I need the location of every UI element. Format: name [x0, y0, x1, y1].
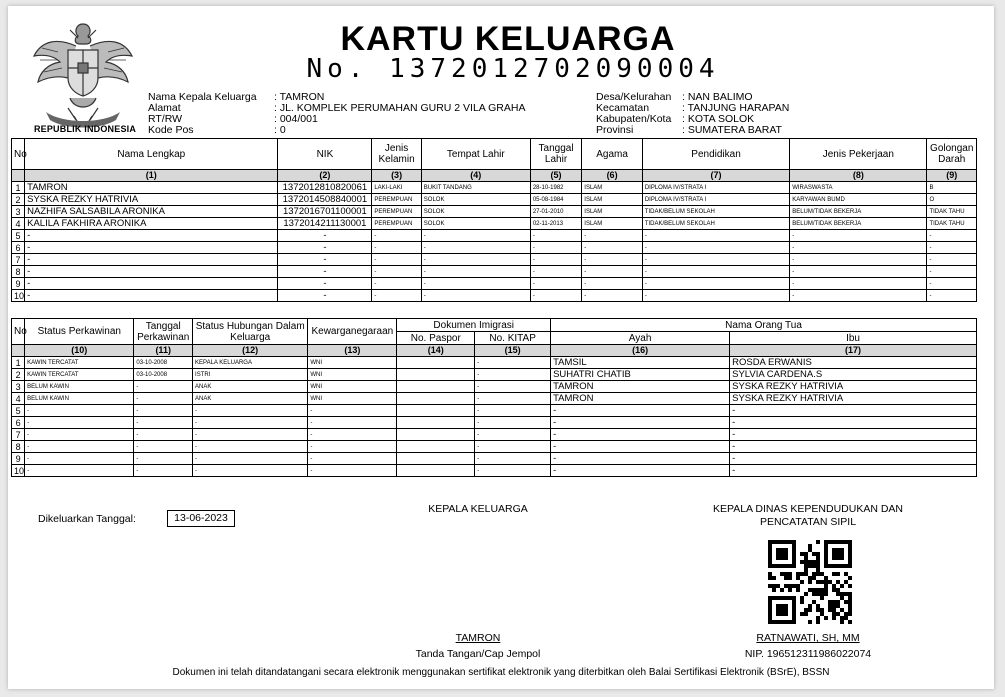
member-cell: -	[278, 290, 372, 302]
status-cell: -	[475, 465, 551, 477]
member-cell: 1372014508840001	[278, 194, 372, 206]
member-cell: -	[790, 290, 927, 302]
issued-label: Dikeluarkan Tanggal:	[38, 513, 136, 525]
status-row	[12, 405, 977, 417]
status-cell: ISTRI	[193, 369, 308, 381]
status-row	[12, 429, 977, 441]
member-cell: -	[25, 266, 278, 278]
meta-value: : KOTA SOLOK	[682, 113, 755, 125]
status-cell	[397, 453, 475, 465]
member-cell: -	[582, 242, 643, 254]
head-signature-caption: Tanda Tangan/Cap Jempol	[415, 648, 541, 660]
member-cell: O	[927, 194, 977, 206]
status-cell: -	[134, 405, 193, 417]
status-cell: 3	[12, 381, 25, 393]
meta-label: Kode Pos	[148, 124, 194, 136]
member-cell: -	[790, 254, 927, 266]
member-cell: -	[927, 278, 977, 290]
member-cell: -	[25, 230, 278, 242]
col-header: Tanggal Perkawinan	[134, 319, 193, 345]
col-number: (9)	[927, 170, 977, 182]
member-cell: 05-08-1984	[530, 194, 581, 206]
status-cell: -	[134, 393, 193, 405]
member-cell: -	[642, 290, 789, 302]
member-cell: -	[278, 230, 372, 242]
member-cell: DIPLOMA IV/STRATA I	[642, 182, 789, 194]
status-cell: -	[551, 441, 730, 453]
member-row	[12, 230, 977, 242]
member-cell: -	[530, 266, 581, 278]
member-cell: -	[530, 242, 581, 254]
member-cell: BUKIT TANDANG	[421, 182, 530, 194]
col-number: (11)	[134, 345, 193, 357]
official-nip: NIP. 196512311986022074	[744, 648, 872, 660]
status-row	[12, 369, 977, 381]
member-cell: SOLOK	[421, 194, 530, 206]
status-cell: 2	[12, 369, 25, 381]
status-cell: KAWIN TERCATAT	[25, 357, 134, 369]
member-cell: -	[790, 242, 927, 254]
member-row	[12, 278, 977, 290]
status-cell: -	[134, 417, 193, 429]
status-cell: -	[551, 465, 730, 477]
col-number: (5)	[530, 170, 581, 182]
member-cell: 1	[12, 182, 25, 194]
col-number: (6)	[582, 170, 643, 182]
status-cell: -	[475, 369, 551, 381]
official-title-line2: PENCATATAN SIPIL	[759, 516, 857, 528]
member-cell: TAMRON	[25, 182, 278, 194]
status-cell: -	[551, 417, 730, 429]
emblem-caption: REPUBLIK INDONESIA	[33, 124, 137, 134]
meta-label: Kecamatan	[596, 102, 650, 114]
status-cell: BELUM KAWIN	[25, 381, 134, 393]
member-row	[12, 290, 977, 302]
meta-label: Alamat	[148, 102, 181, 114]
member-cell: -	[372, 230, 421, 242]
member-cell: -	[582, 266, 643, 278]
member-cell: -	[790, 278, 927, 290]
col-header: Dokumen Imigrasi	[397, 319, 551, 332]
status-row	[12, 393, 977, 405]
status-cell: -	[193, 405, 308, 417]
issued-date: 13-06-2023	[167, 510, 235, 527]
status-cell: -	[134, 381, 193, 393]
status-cell: -	[475, 417, 551, 429]
member-cell: ISLAM	[582, 206, 643, 218]
status-cell: -	[308, 429, 397, 441]
member-cell: -	[278, 266, 372, 278]
member-cell: -	[25, 278, 278, 290]
status-cell: 5	[12, 405, 25, 417]
official-name: RATNAWATI, SH, MM	[756, 632, 860, 644]
member-cell: -	[25, 290, 278, 302]
member-cell: -	[25, 242, 278, 254]
status-cell: -	[551, 453, 730, 465]
col-header: No	[12, 319, 25, 345]
member-cell: -	[582, 290, 643, 302]
status-cell	[397, 357, 475, 369]
col-header: No. Paspor	[397, 332, 475, 345]
member-cell: -	[582, 230, 643, 242]
member-cell: LAKI-LAKI	[372, 182, 421, 194]
member-cell: TIDAK TAHU	[927, 218, 977, 230]
status-cell: ANAK	[193, 381, 308, 393]
member-cell: NAZHIFA SALSABILA ARONIKA	[25, 206, 278, 218]
meta-value: : 0	[274, 124, 286, 136]
member-cell: 3	[12, 206, 25, 218]
meta-label: Kabupaten/Kota	[596, 113, 672, 125]
member-cell: 02-11-2013	[530, 218, 581, 230]
status-cell	[397, 465, 475, 477]
status-cell: WNI	[308, 357, 397, 369]
status-cell: -	[193, 465, 308, 477]
card-number-value: 1372012702090004	[389, 54, 720, 84]
member-cell: -	[421, 254, 530, 266]
status-cell: -	[193, 453, 308, 465]
status-cell: ROSDA ERWANIS	[730, 357, 977, 369]
member-cell: WIRASWASTA	[790, 182, 927, 194]
status-cell: SYLVIA CARDENA.S	[730, 369, 977, 381]
col-number: (1)	[25, 170, 278, 182]
status-cell: SYSKA REZKY HATRIVIA	[730, 381, 977, 393]
col-header: Status Perkawinan	[25, 319, 134, 345]
status-cell: TAMRON	[551, 393, 730, 405]
status-cell	[397, 381, 475, 393]
status-cell: -	[25, 405, 134, 417]
status-row	[12, 381, 977, 393]
col-header: Tempat Lahir	[421, 139, 530, 170]
status-cell: -	[551, 429, 730, 441]
member-cell: PEREMPUAN	[372, 194, 421, 206]
status-cell: -	[308, 465, 397, 477]
member-cell: -	[372, 266, 421, 278]
col-number: (14)	[397, 345, 475, 357]
member-row	[12, 218, 977, 230]
col-number: (8)	[790, 170, 927, 182]
head-signature-name: TAMRON	[455, 632, 501, 644]
meta-value: : 004/001	[274, 113, 318, 125]
member-cell: TIDAK TAHU	[927, 206, 977, 218]
status-row	[12, 417, 977, 429]
member-cell: 5	[12, 230, 25, 242]
member-cell: 10	[12, 290, 25, 302]
member-cell: ISLAM	[582, 218, 643, 230]
member-cell: -	[927, 266, 977, 278]
official-title-line1: KEPALA DINAS KEPENDUDUKAN DAN	[712, 503, 904, 515]
status-cell: -	[193, 417, 308, 429]
status-row	[12, 453, 977, 465]
electronic-signature-disclaimer: Dokumen ini telah ditandatangani secara elektronik menggunakan sertifikat elektronik yang diterbitkan oleh Balai Sertifikasi Elektronik (BSrE), BSSN	[172, 667, 830, 678]
member-cell: -	[927, 242, 977, 254]
col-number: (15)	[475, 345, 551, 357]
status-cell: 9	[12, 453, 25, 465]
status-cell: 4	[12, 393, 25, 405]
member-cell: BELUM/TIDAK BEKERJA	[790, 206, 927, 218]
col-number: (4)	[421, 170, 530, 182]
status-cell: KEPALA KELUARGA	[193, 357, 308, 369]
member-row	[12, 242, 977, 254]
status-cell: KAWIN TERCATAT	[25, 369, 134, 381]
col-header: Kewarganegaraan	[308, 319, 397, 345]
status-cell: 1	[12, 357, 25, 369]
status-row	[12, 465, 977, 477]
member-cell: 2	[12, 194, 25, 206]
member-cell: TIDAK/BELUM SEKOLAH	[642, 218, 789, 230]
status-cell: -	[730, 453, 977, 465]
status-cell: -	[25, 417, 134, 429]
member-cell: -	[927, 290, 977, 302]
member-cell: KARYAWAN BUMD	[790, 194, 927, 206]
status-cell: -	[308, 453, 397, 465]
family-card-document	[8, 6, 994, 689]
member-cell: -	[642, 278, 789, 290]
member-row	[12, 194, 977, 206]
member-cell: SYSKA REZKY HATRIVIA	[25, 194, 278, 206]
status-cell: -	[134, 453, 193, 465]
card-number	[278, 54, 748, 84]
status-cell: -	[25, 453, 134, 465]
status-cell: -	[730, 405, 977, 417]
status-cell: -	[475, 405, 551, 417]
member-row	[12, 266, 977, 278]
status-cell: -	[134, 441, 193, 453]
card-number-prefix: No.	[306, 54, 369, 84]
status-cell	[397, 429, 475, 441]
meta-value: : TANJUNG HARAPAN	[682, 102, 790, 114]
status-cell: SYSKA REZKY HATRIVIA	[730, 393, 977, 405]
status-cell: 8	[12, 441, 25, 453]
col-header: Jenis Pekerjaan	[790, 139, 927, 170]
col-number: (2)	[278, 170, 372, 182]
meta-label: Desa/Kelurahan	[596, 91, 672, 103]
meta-value: : NAN BALIMO	[682, 91, 753, 103]
col-header: Ayah	[551, 332, 730, 345]
status-cell: -	[134, 465, 193, 477]
member-cell: BELUM/TIDAK BEKERJA	[790, 218, 927, 230]
status-cell	[397, 417, 475, 429]
col-header: Ibu	[730, 332, 977, 345]
col-header: Status Hubungan Dalam Keluarga	[193, 319, 308, 345]
member-cell: -	[278, 278, 372, 290]
member-row	[12, 254, 977, 266]
col-number-blank	[12, 170, 25, 182]
document-title: KARTU KELUARGA	[340, 20, 676, 58]
status-cell: 03-10-2008	[134, 357, 193, 369]
col-number: (12)	[193, 345, 308, 357]
member-cell: 1372014211130001	[278, 218, 372, 230]
status-cell: -	[193, 441, 308, 453]
member-row	[12, 206, 977, 218]
member-cell: KALILA FAKHIRA ARONIKA	[25, 218, 278, 230]
col-number: (17)	[730, 345, 977, 357]
member-cell: -	[421, 278, 530, 290]
member-cell: 1372012810820061	[278, 182, 372, 194]
status-row	[12, 441, 977, 453]
status-cell: ANAK	[193, 393, 308, 405]
status-cell: -	[475, 453, 551, 465]
member-cell: 6	[12, 242, 25, 254]
status-cell	[397, 405, 475, 417]
member-cell: -	[927, 254, 977, 266]
member-cell: 1372016701100001	[278, 206, 372, 218]
meta-label: RT/RW	[148, 113, 183, 125]
member-cell: -	[421, 290, 530, 302]
meta-value: : SUMATERA BARAT	[682, 124, 782, 136]
member-cell: DIPLOMA IV/STRATA I	[642, 194, 789, 206]
member-cell: -	[25, 254, 278, 266]
member-cell: -	[927, 230, 977, 242]
member-cell: -	[530, 230, 581, 242]
status-cell: -	[25, 429, 134, 441]
status-cell: -	[475, 441, 551, 453]
member-cell: PEREMPUAN	[372, 206, 421, 218]
status-cell: -	[475, 357, 551, 369]
qr-code-icon	[768, 540, 852, 624]
status-cell: -	[308, 405, 397, 417]
col-header: Nama Orang Tua	[551, 319, 977, 332]
member-cell: TIDAK/BELUM SEKOLAH	[642, 206, 789, 218]
garuda-emblem-icon	[28, 16, 138, 134]
member-cell: -	[642, 242, 789, 254]
status-cell	[397, 441, 475, 453]
status-cell: TAMRON	[551, 381, 730, 393]
member-cell: -	[278, 254, 372, 266]
member-cell: -	[582, 278, 643, 290]
member-cell: -	[530, 278, 581, 290]
member-cell: 9	[12, 278, 25, 290]
status-cell: WNI	[308, 393, 397, 405]
status-cell: -	[551, 405, 730, 417]
status-cell: WNI	[308, 381, 397, 393]
member-cell: -	[642, 254, 789, 266]
member-cell: -	[530, 254, 581, 266]
status-cell: SUHATRI CHATIB	[551, 369, 730, 381]
member-cell: 28-10-1982	[530, 182, 581, 194]
status-cell: TAMSIL	[551, 357, 730, 369]
status-cell: BELUM KAWIN	[25, 393, 134, 405]
col-header: No. KITAP	[475, 332, 551, 345]
head-signature-title: KEPALA KELUARGA	[428, 503, 528, 515]
status-cell: -	[730, 465, 977, 477]
col-header: Tanggal Lahir	[530, 139, 581, 170]
member-cell: -	[790, 266, 927, 278]
status-cell: 7	[12, 429, 25, 441]
col-header: Jenis Kelamin	[372, 139, 421, 170]
member-cell: PEREMPUAN	[372, 218, 421, 230]
member-cell: ISLAM	[582, 194, 643, 206]
member-cell: -	[642, 266, 789, 278]
col-header: Nama Lengkap	[25, 139, 278, 170]
status-cell: -	[25, 465, 134, 477]
member-cell: SOLOK	[421, 218, 530, 230]
col-number-blank	[12, 345, 25, 357]
member-cell: -	[421, 266, 530, 278]
status-cell: WNI	[308, 369, 397, 381]
meta-left	[148, 92, 525, 136]
col-header: No	[12, 139, 25, 170]
col-header: NIK	[278, 139, 372, 170]
family-status-table	[11, 318, 977, 477]
status-cell	[397, 369, 475, 381]
member-cell: -	[372, 254, 421, 266]
member-cell: 27-01-2010	[530, 206, 581, 218]
member-cell: 8	[12, 266, 25, 278]
status-row	[12, 357, 977, 369]
status-cell: -	[475, 381, 551, 393]
member-cell: -	[372, 278, 421, 290]
status-cell: -	[134, 429, 193, 441]
status-cell: -	[730, 441, 977, 453]
meta-value: : JL. KOMPLEK PERUMAHAN GURU 2 VILA GRAHA	[274, 102, 526, 114]
status-cell: -	[25, 441, 134, 453]
col-number: (10)	[25, 345, 134, 357]
status-cell: -	[308, 417, 397, 429]
member-cell: 7	[12, 254, 25, 266]
member-cell: -	[582, 254, 643, 266]
meta-label: Nama Kepala Keluarga	[148, 91, 257, 103]
col-number: (3)	[372, 170, 421, 182]
member-cell: -	[421, 242, 530, 254]
status-cell: -	[730, 429, 977, 441]
member-row	[12, 182, 977, 194]
col-header: Agama	[582, 139, 643, 170]
col-number: (13)	[308, 345, 397, 357]
col-number: (16)	[551, 345, 730, 357]
family-members-table	[11, 138, 977, 302]
status-cell: 10	[12, 465, 25, 477]
status-cell: 03-10-2008	[134, 369, 193, 381]
member-cell: -	[372, 290, 421, 302]
member-cell: -	[421, 230, 530, 242]
meta-label: Provinsi	[596, 124, 634, 136]
member-cell: -	[642, 230, 789, 242]
member-cell: -	[790, 230, 927, 242]
status-cell: -	[308, 441, 397, 453]
status-cell: -	[475, 393, 551, 405]
member-cell: ISLAM	[582, 182, 643, 194]
status-cell	[397, 393, 475, 405]
status-cell: -	[193, 429, 308, 441]
meta-value: : TAMRON	[274, 91, 325, 103]
member-cell: -	[278, 242, 372, 254]
status-cell: 6	[12, 417, 25, 429]
member-cell: SOLOK	[421, 206, 530, 218]
member-cell: B	[927, 182, 977, 194]
col-number: (7)	[642, 170, 789, 182]
member-cell: -	[372, 242, 421, 254]
member-cell: -	[530, 290, 581, 302]
meta-right	[596, 92, 789, 136]
status-cell: -	[475, 429, 551, 441]
member-cell: 4	[12, 218, 25, 230]
status-cell: -	[730, 417, 977, 429]
col-header: Golongan Darah	[927, 139, 977, 170]
col-header: Pendidikan	[642, 139, 789, 170]
